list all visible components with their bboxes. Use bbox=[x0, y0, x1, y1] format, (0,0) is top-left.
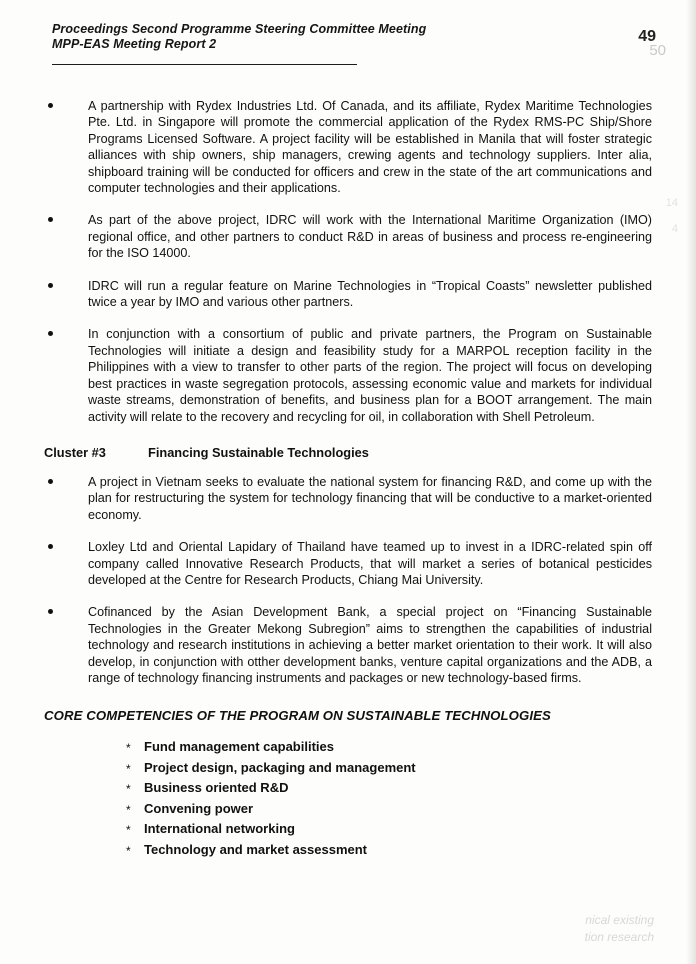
section-heading: CORE COMPETENCIES OF THE PROGRAM ON SUSTAINABLE TECHNOLOGIES bbox=[44, 708, 551, 724]
list-item bbox=[44, 278, 652, 311]
list-item-label: Fund management capabilities bbox=[144, 739, 334, 755]
header-divider bbox=[52, 64, 357, 65]
asterisk-bullet-icon: * bbox=[126, 823, 131, 838]
bullet-dot-icon bbox=[48, 331, 53, 336]
asterisk-bullet-icon: * bbox=[126, 802, 131, 817]
paragraph-text: Loxley Ltd and Oriental Lapidary of Thailand have teamed up to invest in a IDRC-related spin off company called Innovative Research Products, that will market a series of botanical pesticides developed at the Centre for Research Products, Chiang Mai University. bbox=[88, 540, 652, 587]
page-number: 49 bbox=[638, 28, 656, 45]
paragraph-text: In conjunction with a consortium of public and private partners, the Program on Sustainable Technologies will initiate a design and feasibility study for a MARPOL reception facility in the Philippines with a view to transfer to other parts of the region. The project will focus on developing best practices in waste segregation protocols, assessing economic value and markets for individual waste streams, demonstration of benefits, and business plan for a BOOT arrangement. The main activity will relate to the recovery and recycling for oil, in collaboration with Shell Petroleum. bbox=[88, 327, 652, 424]
list-item bbox=[44, 212, 652, 261]
header-line-1: Proceedings Second Programme Steering Committee Meeting bbox=[52, 22, 427, 36]
list-item bbox=[84, 799, 652, 820]
cluster-label: Cluster #3 bbox=[44, 444, 106, 460]
bullet-dot-icon bbox=[48, 103, 53, 108]
scan-artifact-mark-2: 4 bbox=[671, 223, 678, 235]
list-item-label: Technology and market assessment bbox=[144, 841, 368, 857]
paragraph-text: Cofinanced by the Asian Development Bank, a special project on “Financing Sustainable Technologies in the Greater Mekong Subregion” aims to strengthen the capabilities of industrial technology and research institutions in achieving a better market orientation to their work. It will also develop, in conjunction with otther development banks, venture capital organizations and the ADB, a range of technology financing instruments and packages or new technology-based firms. bbox=[88, 605, 652, 685]
page-number-ghost: 50 bbox=[649, 42, 666, 59]
asterisk-bullet-icon: * bbox=[126, 782, 131, 797]
list-item-label: Convening power bbox=[144, 800, 254, 816]
list-item bbox=[44, 539, 652, 588]
bleed-through-line-1: nical existing bbox=[585, 913, 654, 927]
asterisk-bullet-icon: * bbox=[126, 741, 131, 756]
bullet-dot-icon bbox=[48, 217, 53, 222]
bullet-dot-icon bbox=[48, 544, 53, 549]
list-item bbox=[84, 737, 652, 758]
page-header bbox=[52, 22, 572, 52]
scan-artifact-mark-1: 14 bbox=[665, 197, 678, 209]
list-item bbox=[84, 778, 652, 799]
list-item bbox=[44, 474, 652, 523]
scan-artifact-marks bbox=[666, 190, 678, 242]
list-item bbox=[84, 840, 652, 861]
header-line-2: MPP-EAS Meeting Report 2 bbox=[52, 37, 217, 51]
list-item-label: Business oriented R&D bbox=[144, 780, 289, 796]
list-item bbox=[84, 819, 652, 840]
list-item bbox=[84, 758, 652, 779]
bullet-dot-icon bbox=[48, 609, 53, 614]
paragraph-text: A partnership with Rydex Industries Ltd. Of Canada, and its affiliate, Rydex Maritime Technologies Pte. Ltd. in Singapore will promote the commercial application of the Rydex RMS-PC Ship/Shore Programs Licensed Software. A project facility will be established in Manila that will foster strategic alliances with ship owners, ship managers, crewing agents and technology suppliers. Inter alia, shipboard training will be conducted for officers and crew in the state of the art communications and computer technologies and their applications. bbox=[88, 99, 652, 196]
bleed-through-line-2: tion research bbox=[584, 930, 654, 944]
list-item bbox=[44, 326, 652, 424]
list-item-label: International networking bbox=[144, 821, 295, 837]
page-body bbox=[44, 98, 652, 860]
asterisk-bullet-icon: * bbox=[126, 761, 131, 776]
paragraph-text: IDRC will run a regular feature on Marine Technologies in “Tropical Coasts” newsletter published twice a year by IMO and various other partners. bbox=[88, 278, 652, 310]
bullet-dot-icon bbox=[48, 283, 53, 288]
asterisk-bullet-icon: * bbox=[126, 843, 131, 858]
cluster-title: Financing Sustainable Technologies bbox=[148, 444, 369, 460]
list-item bbox=[44, 98, 652, 196]
core-competencies-list bbox=[44, 737, 652, 860]
bullet-dot-icon bbox=[48, 479, 53, 484]
paragraph-text: As part of the above project, IDRC will work with the International Maritime Organization (IMO) regional office, and other partners to conduct R&D in areas of business and process re-engineering for the ISO 14000. bbox=[88, 213, 652, 261]
list-item-label: Project design, packaging and management bbox=[144, 759, 416, 775]
cluster-heading bbox=[44, 445, 652, 460]
bleed-through-text bbox=[585, 912, 654, 946]
paragraph-text: A project in Vietnam seeks to evaluate the national system for financing R&D, and come up with the plan for restructuring the system for technology financing that will be conductive to a market-oriented economy. bbox=[88, 474, 652, 522]
list-item bbox=[44, 604, 652, 686]
